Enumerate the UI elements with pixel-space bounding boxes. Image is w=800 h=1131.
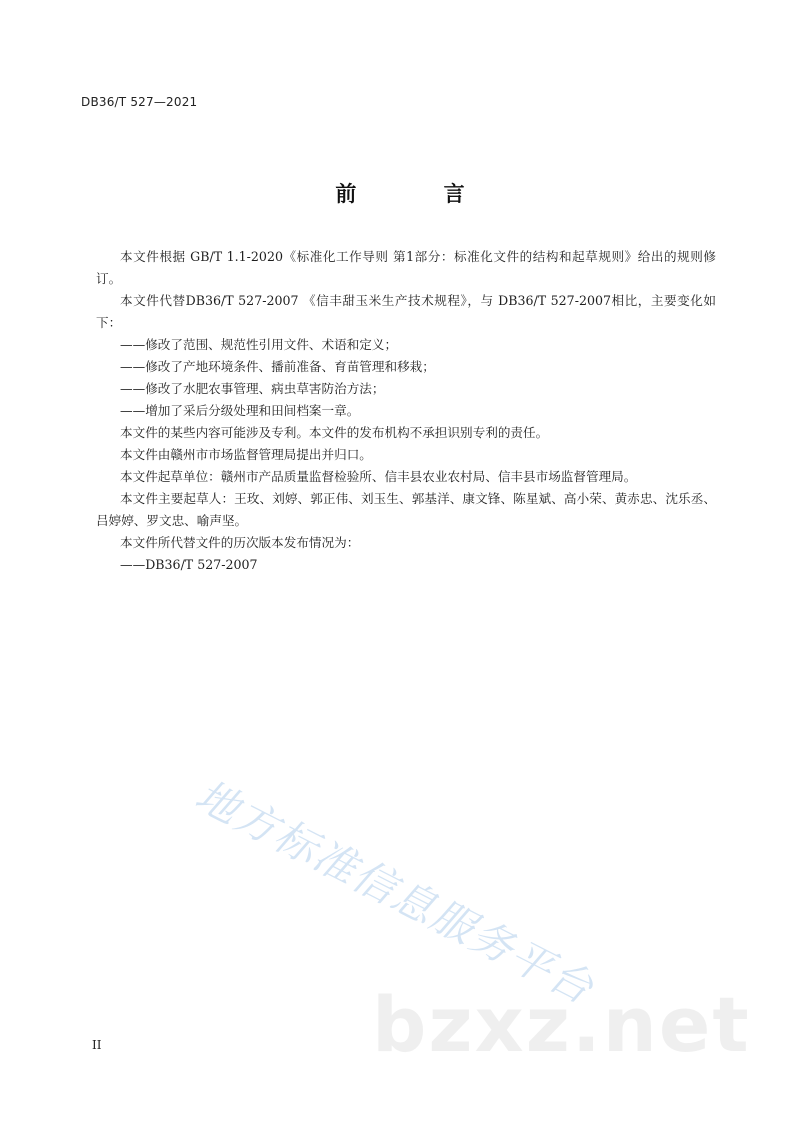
foreword-body xyxy=(96,246,716,576)
page-title: 前 言 xyxy=(335,182,505,206)
change-item: ——修改了水肥农事管理、病虫草害防治方法； xyxy=(120,381,385,396)
change-item: ——增加了采后分级处理和田间档案一章。 xyxy=(120,403,360,418)
paragraph-proposer: 本文件由赣州市市场监督管理局提出并归口。 xyxy=(120,447,372,462)
paragraph-basis: 本文件根据 GB/T 1.1-2020《标准化工作导则 第1部分：标准化文件的结构和起草规则》给出的规则修订。 xyxy=(96,249,716,286)
watermark-platform: 地方标准信息服务平台 xyxy=(187,770,603,1014)
document-code: DB36/T 527—2021 xyxy=(81,95,198,109)
history-item: ——DB36/T 527-2007 xyxy=(120,557,258,572)
change-item: ——修改了范围、规范性引用文件、术语和定义； xyxy=(120,337,398,352)
paragraph-patent: 本文件的某些内容可能涉及专利。本文件的发布机构不承担识别专利的责任。 xyxy=(120,425,549,440)
paragraph-history: 本文件所代替文件的历次版本发布情况为： xyxy=(120,535,360,550)
paragraph-replacement: 本文件代替DB36/T 527-2007 《信丰甜玉米生产技术规程》，与 DB36/T 527-2007相比，主要变化如下： xyxy=(96,293,716,330)
watermark-site: bzxz.net xyxy=(372,980,751,1069)
change-item: ——修改了产地环境条件、播前准备、育苗管理和移栽； xyxy=(120,359,435,374)
page-number: II xyxy=(92,1038,102,1052)
paragraph-drafting-units: 本文件起草单位：赣州市产品质量监督检验所、信丰县农业农村局、信丰县市场监督管理局。 xyxy=(120,469,637,484)
paragraph-drafters: 本文件主要起草人：王玫、刘婷、郭正伟、刘玉生、郭基洋、康文锋、陈星斌、高小荣、黄赤忠、沈乐丞、吕婷婷、罗文忠、喻声坚。 xyxy=(96,491,716,528)
